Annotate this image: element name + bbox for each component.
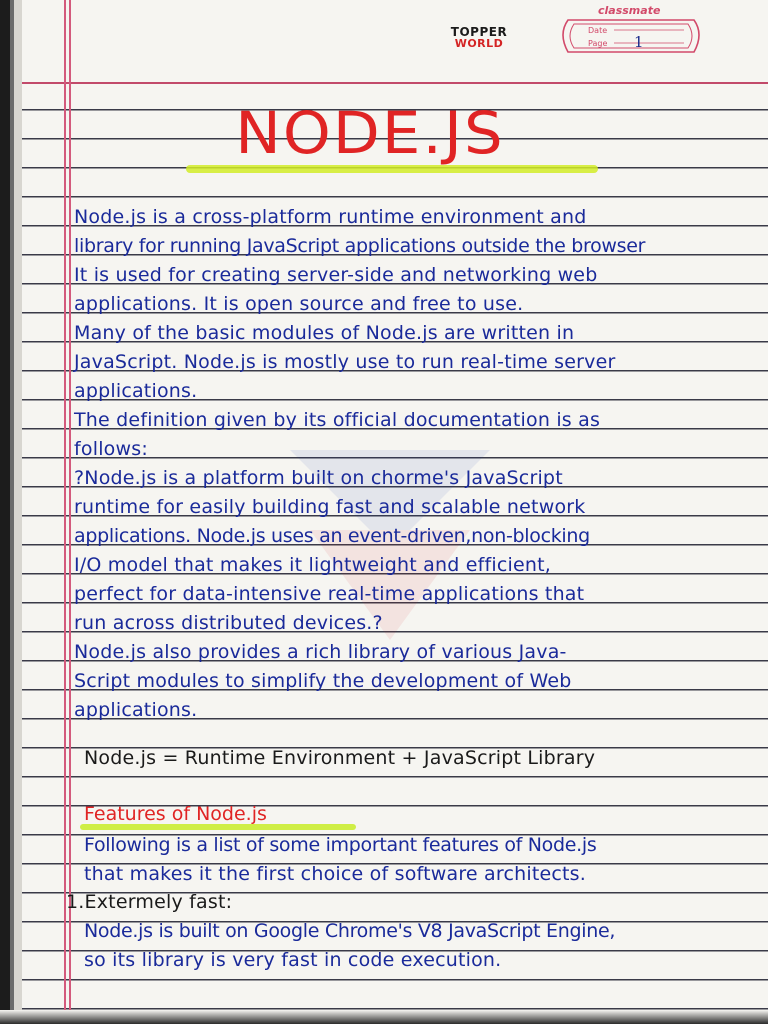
stamp-page-number: 1 <box>634 33 644 51</box>
body-line: Node.js also provides a rich library of various Java- <box>74 641 567 663</box>
margin-line <box>64 0 66 1024</box>
margin-line <box>69 0 71 1024</box>
body-line: I/O model that makes it lightweight and efficient, <box>74 554 551 576</box>
body-line: perfect for data-intensive real-time applications that <box>74 583 585 605</box>
body-line: Script modules to simplify the development of Web <box>74 670 572 692</box>
page-bottom-edge <box>0 1010 768 1024</box>
logo-line-2: WORLD <box>454 37 504 50</box>
body-line: applications. <box>74 380 198 402</box>
features-heading: Features of Node.js <box>84 803 267 825</box>
body-line: Following is a list of some important features of Node.js <box>84 834 597 856</box>
topper-world-logo <box>443 26 515 50</box>
body-line: follows: <box>74 438 148 460</box>
page-binding-edge <box>0 0 22 1024</box>
body-line: It is used for creating server-side and networking web <box>74 264 598 286</box>
equation-line: Node.js = Runtime Environment + JavaScript Library <box>84 747 596 769</box>
body-line: applications. Node.js uses an event-driven,non-blocking <box>74 525 590 547</box>
classmate-stamp <box>556 6 706 62</box>
header-rule <box>0 82 768 84</box>
body-line: that makes it the first choice of software architects. <box>84 863 587 885</box>
stamp-brand: classmate <box>598 4 661 17</box>
body-line: Node.js is built on Google Chrome's V8 JavaScript Engine, <box>84 920 616 942</box>
body-line: Node.js is a cross-platform runtime environment and <box>74 206 587 228</box>
body-line: applications. It is open source and free to use. <box>74 293 524 315</box>
stamp-date-label: Date <box>588 26 608 35</box>
body-line: ?Node.js is a platform built on chorme's JavaScript <box>74 467 563 489</box>
feature-1-title: 1.Extermely fast: <box>66 891 233 913</box>
body-line: The definition given by its official documentation is as <box>74 409 601 431</box>
body-line: JavaScript. Node.js is mostly use to run real-time server <box>74 351 616 373</box>
body-line: so its library is very fast in code execution. <box>84 949 502 971</box>
body-line: library for running JavaScript applications outside the browser <box>74 235 646 257</box>
body-line: run across distributed devices.? <box>74 612 383 634</box>
body-line: applications. <box>74 699 198 721</box>
stamp-page-label: Page <box>588 39 608 48</box>
page-title: NODE.JS <box>235 99 505 167</box>
body-line: runtime for easily building fast and scalable network <box>74 496 586 518</box>
logo-line-1: TOPPER <box>450 25 508 39</box>
body-line: Many of the basic modules of Node.js are written in <box>74 322 575 344</box>
